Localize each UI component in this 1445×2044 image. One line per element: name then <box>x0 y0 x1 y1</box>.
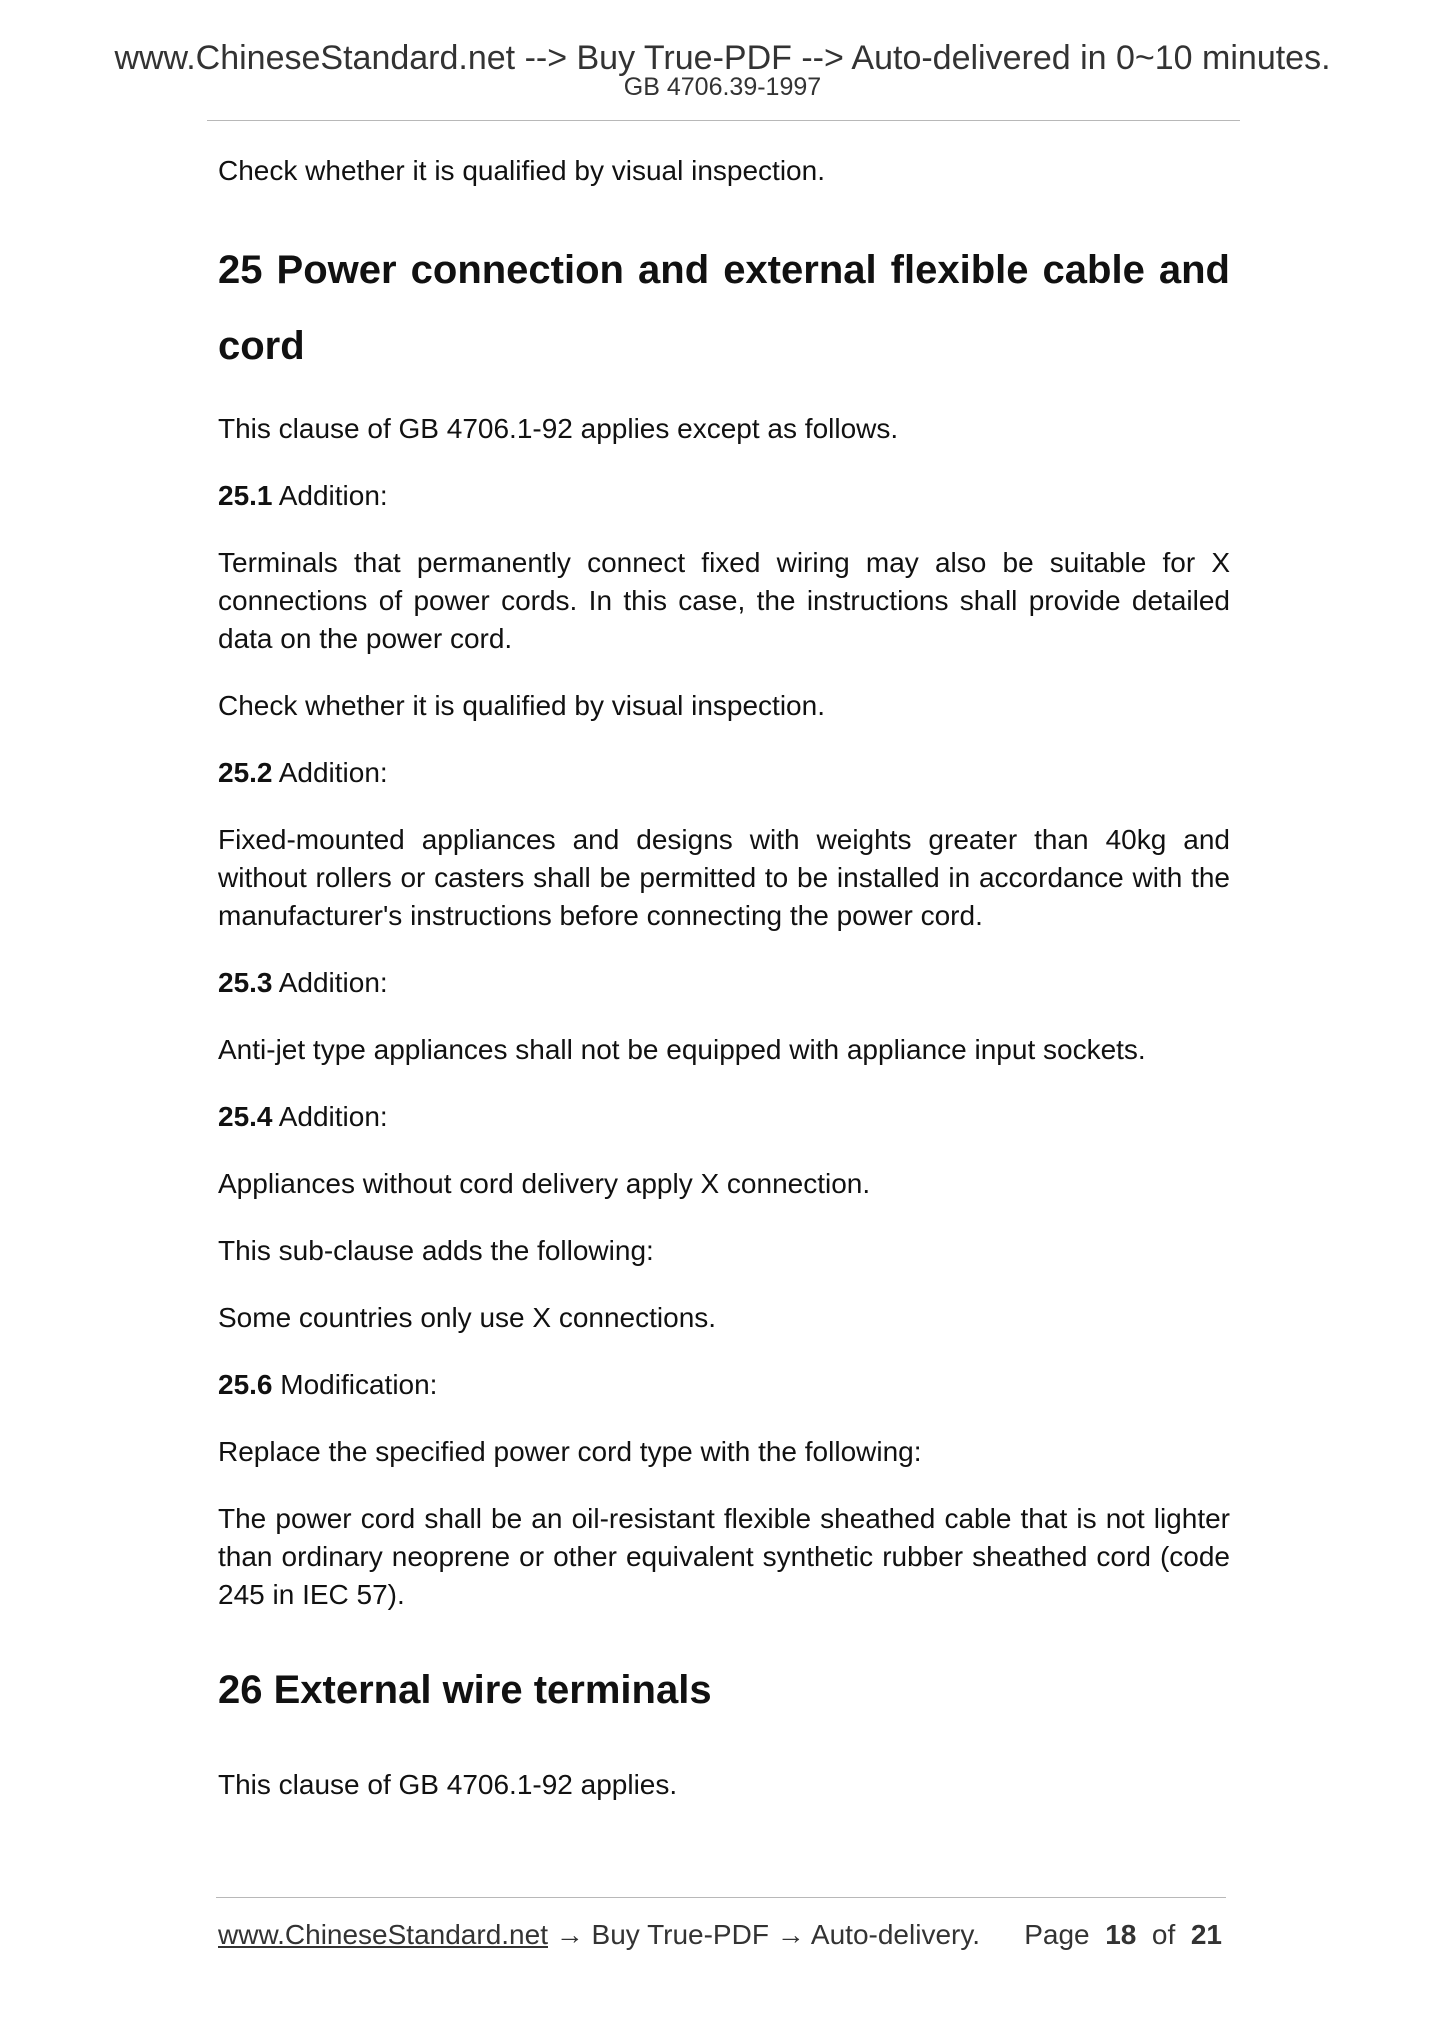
subclause-label: Modification: <box>272 1369 438 1400</box>
header-banner: www.ChineseStandard.net --> Buy True-PDF --> Auto-delivered in 0~10 minutes. <box>114 39 1331 77</box>
subclause-label: Addition: <box>272 967 388 998</box>
paragraph: Check whether it is qualified by visual inspection. <box>218 155 825 186</box>
subclause-heading-25-6 <box>218 1366 1230 1404</box>
footer-left <box>218 1915 980 1955</box>
subclause-number: 25.1 <box>218 480 273 511</box>
header-divider <box>207 120 1240 121</box>
subclause-heading-25-2 <box>218 754 1230 792</box>
paragraph: This sub-clause adds the following: <box>218 1235 654 1266</box>
page-footer <box>218 1915 1228 1955</box>
paragraph: Some countries only use X connections. <box>218 1302 717 1333</box>
subclause-number: 25.2 <box>218 757 273 788</box>
subclause-heading-25-3 <box>218 964 1230 1002</box>
subclause-number: 25.6 <box>218 1369 273 1400</box>
subclause-heading-25-4 <box>218 1098 1230 1136</box>
paragraph: This clause of GB 4706.1-92 applies. <box>218 1769 678 1800</box>
subclause-label: Addition: <box>272 480 388 511</box>
paragraph: Fixed-mounted appliances and designs with weights greater than 40kg and without rollers or casters shall be permitted to be installed in accordance with the manufacturer's instructions before connecting the power cord. <box>218 824 1230 931</box>
section-heading-26: 26 External wire terminals <box>218 1668 712 1712</box>
paragraph: Appliances without cord delivery apply X connection. <box>218 1168 871 1199</box>
paragraph: This clause of GB 4706.1-92 applies except as follows. <box>218 413 899 444</box>
subclause-number: 25.3 <box>218 967 273 998</box>
paragraph: The power cord shall be an oil-resistant flexible sheathed cable that is not lighter than ordinary neoprene or other equivalent synthetic rubber sheathed cord (code 245 in IEC 57). <box>218 1503 1230 1610</box>
section-heading-25: 25 Power connection and external flexible cable and cord <box>218 248 1230 368</box>
subclause-heading-25-1 <box>218 477 1230 515</box>
of-label: of <box>1151 1919 1176 1950</box>
page-indicator <box>1024 1915 1222 1955</box>
page-current: 18 <box>1105 1919 1137 1950</box>
footer-website-link[interactable]: www.ChineseStandard.net <box>218 1919 548 1950</box>
paragraph: Check whether it is qualified by visual inspection. <box>218 690 825 721</box>
footer-tagline: → Buy True-PDF → Auto-delivery. <box>547 1919 981 1950</box>
paragraph: Terminals that permanently connect fixed wiring may also be suitable for X connections of power cords. In this case, the instructions shall provide detailed data on the power cord. <box>218 547 1230 654</box>
paragraph: Replace the specified power cord type with the following: <box>218 1436 922 1467</box>
page-label: Page <box>1024 1919 1090 1950</box>
subclause-label: Addition: <box>272 1101 388 1132</box>
paragraph: Anti-jet type appliances shall not be equipped with appliance input sockets. <box>218 1034 1146 1065</box>
subclause-label: Addition: <box>272 757 388 788</box>
footer-divider <box>216 1897 1226 1898</box>
document-number: GB 4706.39-1997 <box>623 73 822 101</box>
subclause-number: 25.4 <box>218 1101 273 1132</box>
page-content <box>218 152 1230 1804</box>
page-total: 21 <box>1190 1919 1222 1950</box>
